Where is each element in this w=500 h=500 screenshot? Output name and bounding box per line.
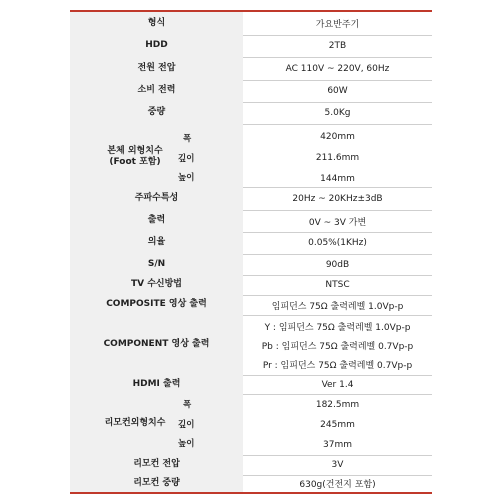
spec-row-power (70, 57, 432, 81)
spec-label: 리모컨 전압 (70, 455, 243, 475)
spec-label: COMPONENT 영상 출력 (70, 315, 243, 375)
spec-label: 중량 (70, 102, 243, 124)
body-dimensions-note: (Foot 포함) (109, 157, 161, 168)
spec-value: Ver 1.4 (321, 379, 354, 390)
body-width-value: 420mm (320, 132, 355, 142)
spec-value: 3V (331, 460, 344, 470)
body-depth-label: 깊이 (178, 154, 195, 164)
spec-row-component (70, 315, 432, 376)
spec-label: 의율 (70, 232, 243, 254)
spec-value: 0.05%(1KHz) (308, 238, 367, 248)
spec-value: 임피던스 75Ω 출력레벨 1.0Vp-p (271, 301, 404, 312)
spec-row-remote-dimensions (70, 394, 432, 456)
spec-value: 2TB (328, 41, 347, 51)
spec-row-distortion (70, 232, 432, 255)
spec-label-group (70, 394, 243, 455)
spec-label: COMPOSITE 영상 출력 (70, 295, 243, 315)
component-pr-value: Pr : 임피던스 75Ω 출력레벨 0.7Vp-p (262, 360, 413, 371)
body-width-label: 폭 (183, 134, 192, 144)
spec-row-weight (70, 102, 432, 125)
remote-dimensions-label: 리모컨외형치수 (104, 418, 166, 428)
spec-row-hdd (70, 35, 432, 58)
spec-row-remote-weight (70, 475, 432, 492)
body-height-label: 높이 (178, 173, 195, 183)
spec-label: HDD (70, 35, 243, 57)
body-dimensions-title: 본체 외형치수 (107, 146, 163, 156)
remote-height-label: 높이 (178, 439, 195, 449)
spec-value: 630g(건전지 포함) (299, 480, 376, 490)
component-y-value: Y : 임피던스 75Ω 출력레벨 1.0Vp-p (264, 322, 411, 333)
spec-label: 형식 (70, 12, 243, 35)
component-pb-value: Pb : 임피던스 75Ω 출력레벨 0.7Vp-p (261, 341, 414, 352)
spec-value-group (243, 124, 432, 187)
spec-row-frequency (70, 187, 432, 211)
spec-row-type (70, 12, 432, 36)
spec-value: AC 110V ~ 220V, 60Hz (285, 63, 390, 74)
spec-value: 20Hz ~ 20KHz±3dB (292, 193, 383, 204)
spec-row-tv (70, 275, 432, 296)
spec-row-output (70, 210, 432, 233)
spec-label: 소비 전력 (70, 80, 243, 102)
remote-width-label: 폭 (183, 400, 192, 410)
body-depth-value: 211.6mm (315, 153, 360, 163)
spec-value: 5.0Kg (324, 108, 351, 118)
spec-row-remote-power (70, 455, 432, 476)
remote-height-value: 37mm (323, 440, 352, 450)
spec-value: NTSC (325, 280, 350, 290)
spec-value-group (243, 394, 432, 455)
body-dimensions-label (80, 146, 190, 169)
spec-label: 리모컨 중량 (70, 475, 243, 492)
spec-label: HDMI 출력 (70, 375, 243, 394)
spec-label: 주파수특성 (70, 187, 243, 210)
spec-row-body-dimensions (70, 124, 432, 188)
spec-label: 출력 (70, 210, 243, 232)
spec-row-composite (70, 295, 432, 316)
spec-table (70, 10, 432, 494)
spec-label: S/N (70, 254, 243, 275)
spec-row-consumption (70, 80, 432, 103)
spec-row-hdmi (70, 375, 432, 395)
spec-value-group (243, 315, 432, 375)
spec-value: 가요반주기 (315, 20, 360, 30)
spec-label-group (70, 124, 243, 187)
remote-depth-label: 깊이 (178, 420, 195, 430)
spec-value: 90dB (325, 259, 350, 270)
spec-label: TV 수신방법 (70, 275, 243, 295)
remote-width-value: 182.5mm (315, 400, 360, 410)
spec-value: 0V ~ 3V 가변 (308, 217, 367, 228)
spec-label: 전원 전압 (70, 57, 243, 80)
spec-value: 60W (327, 86, 348, 96)
remote-depth-value: 245mm (320, 420, 355, 430)
body-height-value: 144mm (320, 174, 355, 184)
spec-row-sn (70, 254, 432, 276)
